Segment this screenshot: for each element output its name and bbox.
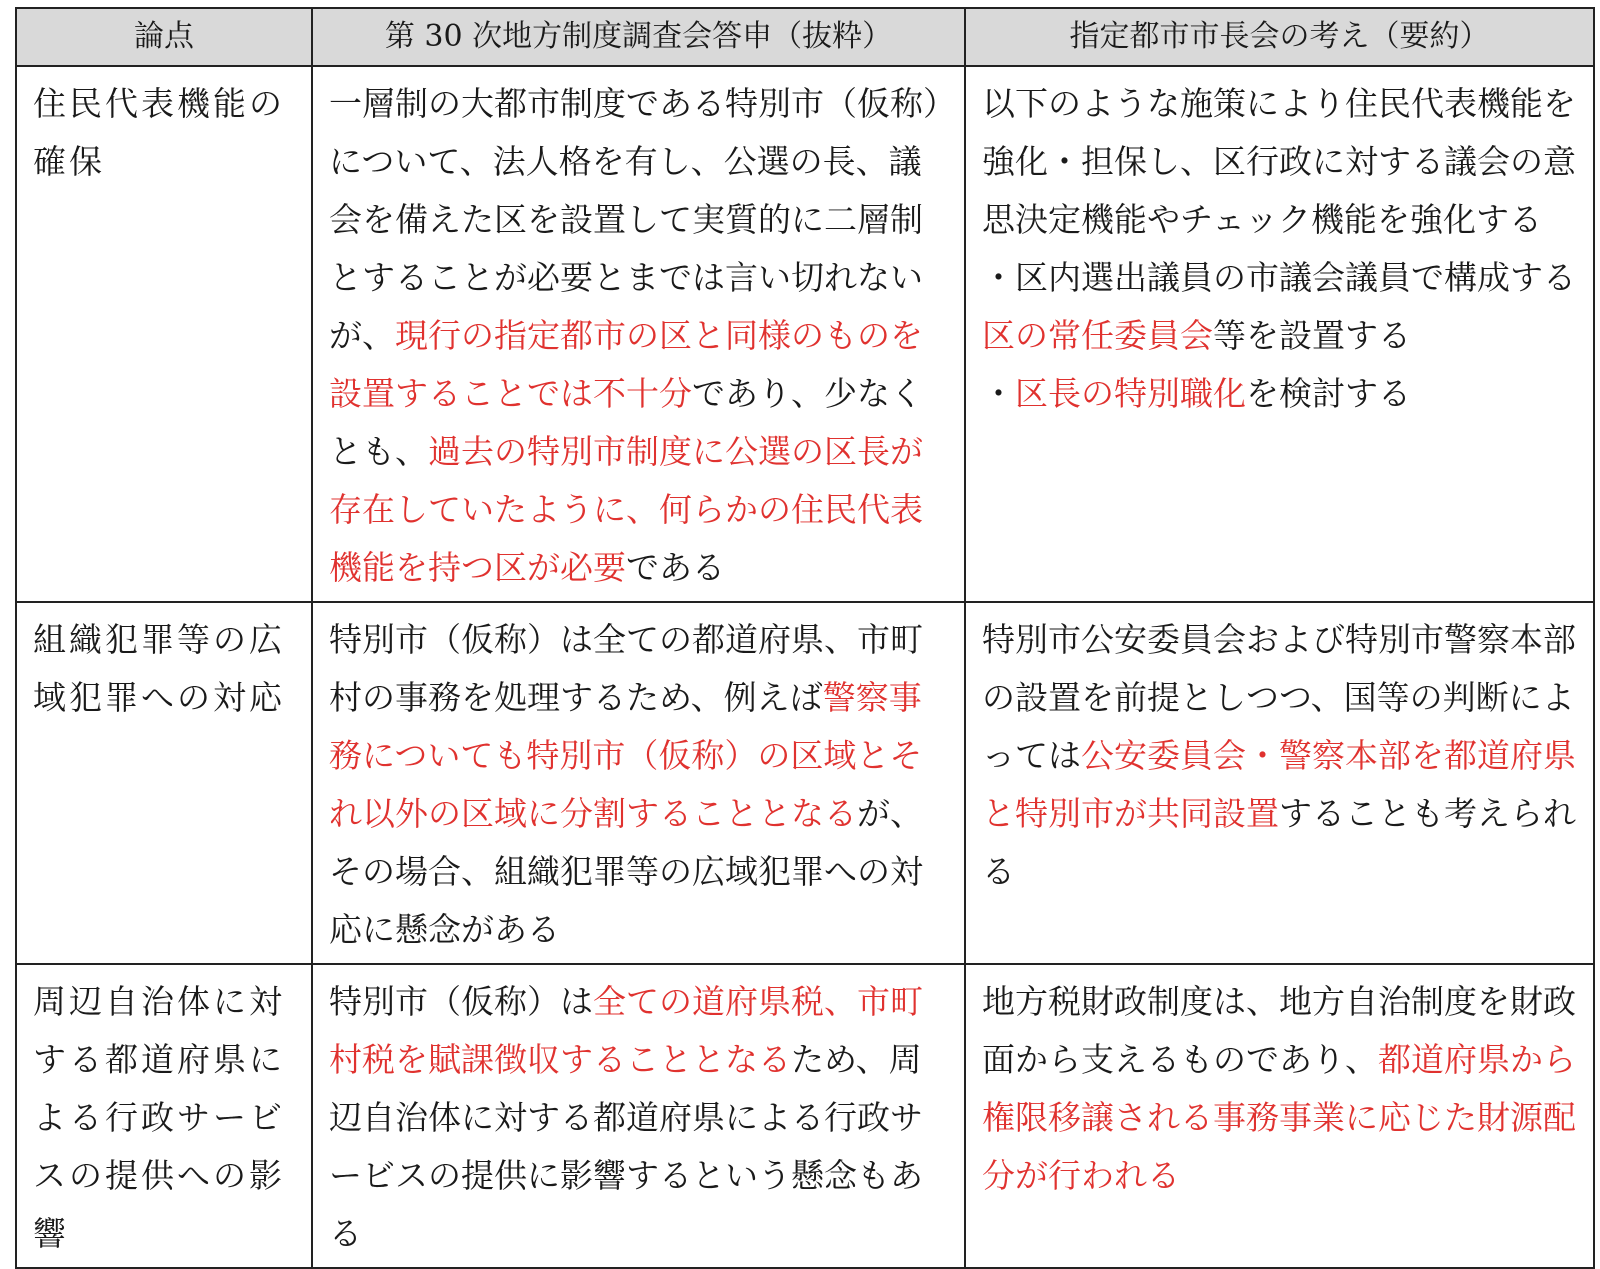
view-segment: することも考えられる — [982, 794, 1576, 891]
view-segment: 公安委員会・警察本部を都道府県と特別市が共同設置 — [982, 736, 1576, 833]
header-row — [16, 8, 1594, 66]
report-segment: 現行の指定都市の区と同様のものを設置することでは不十分 — [329, 316, 923, 413]
view-bullet-line — [982, 365, 1579, 423]
view-segment: 特別市公安委員会および特別市警察本部の設置を前提としつつ、国等の判断によっては — [982, 620, 1576, 775]
view-cell — [965, 602, 1594, 964]
report-segment: が、その場合、組織犯罪等の広域犯罪への対応に懸念がある — [329, 794, 923, 949]
table-row — [16, 66, 1594, 602]
view-bullet-line — [982, 249, 1579, 365]
report-segment: ため、周辺自治体に対する都道府県による行政サービスの提供に影響するという懸念もある — [329, 1040, 923, 1253]
report-cell — [312, 66, 965, 602]
report-segment: 警察事務についても特別市（仮称）の区域とそれ以外の区域に分割することとなる — [329, 678, 923, 833]
view-segment: 地方税財政制度は、地方自治制度を財政面から支えるものであり、 — [982, 982, 1576, 1079]
view-segment: ・区内選出議員の市議会議員で構成する — [982, 258, 1576, 297]
header-view: 指定都市市長会の考え（要約） — [965, 8, 1594, 66]
report-segment: 全ての道府県税、市町村税を賦課徴収することとなる — [329, 982, 923, 1079]
header-report: 第 30 次地方制度調査会答申（抜粋） — [312, 8, 965, 66]
view-line — [982, 75, 1579, 249]
topic-cell: 組織犯罪等の広域犯罪への対応 — [16, 602, 312, 964]
view-segment: 以下のような施策により住民代表機能を強化・担保し、区行政に対する議会の意思決定機能やチェック機能を強化する — [982, 84, 1576, 239]
view-segment: 区長の特別職化 — [1015, 374, 1246, 413]
report-segment: 過去の特別市制度に公選の区長が存在していたように、何らかの住民代表機能を持つ区が必要 — [329, 432, 923, 587]
topic-cell: 住民代表機能の確保 — [16, 66, 312, 602]
comparison-table — [15, 7, 1595, 1269]
view-line — [982, 973, 1579, 1205]
header-topic: 論点 — [16, 8, 312, 66]
view-segment: ・ — [982, 374, 1015, 413]
view-segment: 都道府県から権限移譲される事務事業に応じた財源配分が行われる — [982, 1040, 1576, 1195]
view-segment: 等を設置する — [1213, 316, 1411, 355]
view-cell — [965, 66, 1594, 602]
table-row — [16, 964, 1594, 1268]
view-cell — [965, 964, 1594, 1268]
report-segment: であり、少なくとも、 — [329, 374, 923, 471]
table-body — [16, 66, 1594, 1268]
view-segment: 区の常任委員会 — [982, 316, 1213, 355]
view-segment: を検討する — [1246, 374, 1411, 413]
report-cell — [312, 602, 965, 964]
report-segment: 一層制の大都市制度である特別市（仮称）について、法人格を有し、公選の長、議会を備えた区を設置して実質的に二層制とすることが必要とまでは言い切れないが、 — [329, 84, 940, 355]
report-segment: 特別市（仮称）は全ての都道府県、市町村の事務を処理するため、例えば — [329, 620, 923, 717]
view-line — [982, 611, 1579, 901]
report-segment: 特別市（仮称）は — [329, 982, 593, 1021]
report-cell — [312, 964, 965, 1268]
table-header — [16, 8, 1594, 66]
topic-cell: 周辺自治体に対する都道府県による行政サービスの提供への影響 — [16, 964, 312, 1268]
report-segment: である — [626, 548, 725, 587]
table-row — [16, 602, 1594, 964]
